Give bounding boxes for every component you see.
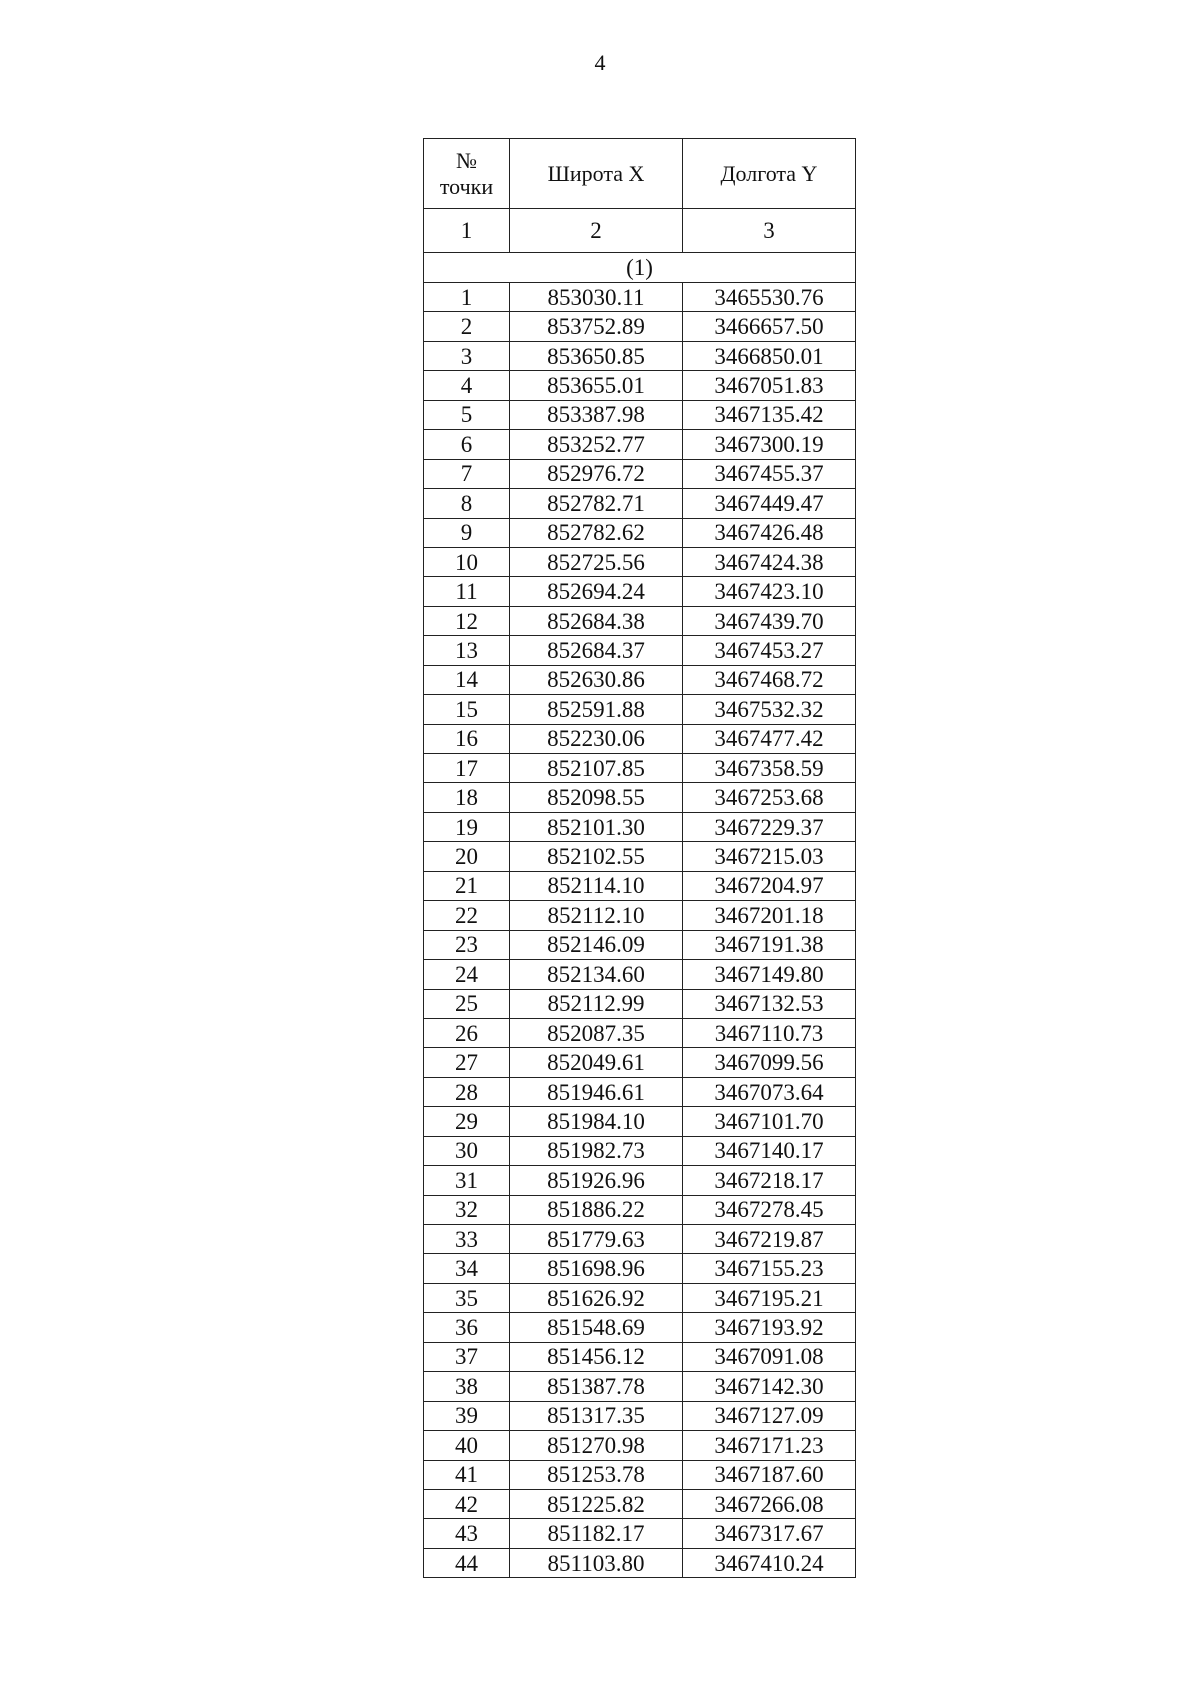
cell-longitude-y: 3467101.70 [683, 1107, 856, 1136]
cell-longitude-y: 3467423.10 [683, 577, 856, 606]
cell-latitude-x: 853387.98 [510, 400, 683, 429]
cell-longitude-y: 3467424.38 [683, 547, 856, 576]
cell-point-number: 28 [424, 1077, 510, 1106]
cell-latitude-x: 851548.69 [510, 1313, 683, 1342]
column-number-2: 2 [510, 209, 683, 253]
table-row [424, 724, 856, 753]
table-row [424, 1077, 856, 1106]
cell-latitude-x: 852107.85 [510, 754, 683, 783]
cell-point-number: 32 [424, 1195, 510, 1224]
column-number-1: 1 [424, 209, 510, 253]
cell-longitude-y: 3467099.56 [683, 1048, 856, 1077]
cell-latitude-x: 852782.62 [510, 518, 683, 547]
cell-longitude-y: 3467193.92 [683, 1313, 856, 1342]
table-row [424, 1431, 856, 1460]
cell-longitude-y: 3467171.23 [683, 1431, 856, 1460]
table-row [424, 547, 856, 576]
cell-longitude-y: 3467229.37 [683, 812, 856, 841]
table-row [424, 1254, 856, 1283]
table-row [424, 1489, 856, 1518]
cell-latitude-x: 852049.61 [510, 1048, 683, 1077]
cell-latitude-x: 851946.61 [510, 1077, 683, 1106]
cell-point-number: 39 [424, 1401, 510, 1430]
cell-longitude-y: 3467218.17 [683, 1166, 856, 1195]
cell-longitude-y: 3467317.67 [683, 1519, 856, 1548]
cell-longitude-y: 3465530.76 [683, 283, 856, 312]
cell-longitude-y: 3467410.24 [683, 1548, 856, 1577]
cell-point-number: 35 [424, 1283, 510, 1312]
cell-longitude-y: 3467266.08 [683, 1489, 856, 1518]
cell-latitude-x: 852684.37 [510, 636, 683, 665]
cell-point-number: 16 [424, 724, 510, 753]
cell-latitude-x: 851270.98 [510, 1431, 683, 1460]
cell-latitude-x: 852146.09 [510, 930, 683, 959]
cell-latitude-x: 853752.89 [510, 312, 683, 341]
cell-longitude-y: 3467051.83 [683, 371, 856, 400]
table-row [424, 371, 856, 400]
cell-point-number: 4 [424, 371, 510, 400]
cell-longitude-y: 3467532.32 [683, 695, 856, 724]
cell-latitude-x: 852112.10 [510, 901, 683, 930]
cell-latitude-x: 852134.60 [510, 960, 683, 989]
table-row [424, 1313, 856, 1342]
cell-longitude-y: 3467477.42 [683, 724, 856, 753]
cell-point-number: 11 [424, 577, 510, 606]
table-row [424, 812, 856, 841]
cell-longitude-y: 3467468.72 [683, 665, 856, 694]
table-row [424, 989, 856, 1018]
cell-point-number: 44 [424, 1548, 510, 1577]
cell-latitude-x: 851926.96 [510, 1166, 683, 1195]
coordinates-table [423, 138, 856, 1578]
cell-point-number: 30 [424, 1136, 510, 1165]
table-row [424, 518, 856, 547]
cell-latitude-x: 851103.80 [510, 1548, 683, 1577]
cell-point-number: 26 [424, 1018, 510, 1047]
table-row [424, 400, 856, 429]
table-row [424, 1048, 856, 1077]
cell-longitude-y: 3467253.68 [683, 783, 856, 812]
cell-point-number: 15 [424, 695, 510, 724]
cell-point-number: 5 [424, 400, 510, 429]
cell-latitude-x: 852114.10 [510, 871, 683, 900]
cell-latitude-x: 851456.12 [510, 1342, 683, 1371]
cell-latitude-x: 852112.99 [510, 989, 683, 1018]
cell-longitude-y: 3467132.53 [683, 989, 856, 1018]
cell-longitude-y: 3467135.42 [683, 400, 856, 429]
cell-latitude-x: 852230.06 [510, 724, 683, 753]
cell-point-number: 24 [424, 960, 510, 989]
cell-point-number: 9 [424, 518, 510, 547]
cell-point-number: 25 [424, 989, 510, 1018]
table-row [424, 1342, 856, 1371]
cell-latitude-x: 852102.55 [510, 842, 683, 871]
table-row [424, 754, 856, 783]
cell-latitude-x: 853650.85 [510, 341, 683, 370]
cell-longitude-y: 3466850.01 [683, 341, 856, 370]
cell-longitude-y: 3467215.03 [683, 842, 856, 871]
cell-longitude-y: 3467439.70 [683, 606, 856, 635]
cell-point-number: 8 [424, 489, 510, 518]
cell-longitude-y: 3467426.48 [683, 518, 856, 547]
cell-latitude-x: 853655.01 [510, 371, 683, 400]
cell-longitude-y: 3467449.47 [683, 489, 856, 518]
table-row [424, 577, 856, 606]
cell-latitude-x: 852591.88 [510, 695, 683, 724]
cell-point-number: 36 [424, 1313, 510, 1342]
header-latitude-x: Широта X [510, 139, 683, 209]
cell-point-number: 13 [424, 636, 510, 665]
cell-point-number: 34 [424, 1254, 510, 1283]
cell-latitude-x: 851387.78 [510, 1372, 683, 1401]
cell-latitude-x: 852725.56 [510, 547, 683, 576]
cell-latitude-x: 852976.72 [510, 459, 683, 488]
column-number-3: 3 [683, 209, 856, 253]
cell-longitude-y: 3467300.19 [683, 430, 856, 459]
cell-latitude-x: 851253.78 [510, 1460, 683, 1489]
cell-longitude-y: 3467110.73 [683, 1018, 856, 1047]
table-row [424, 695, 856, 724]
cell-longitude-y: 3467453.27 [683, 636, 856, 665]
table-row [424, 312, 856, 341]
section-label: (1) [424, 253, 856, 283]
cell-latitude-x: 852630.86 [510, 665, 683, 694]
cell-latitude-x: 853252.77 [510, 430, 683, 459]
table-row [424, 842, 856, 871]
cell-latitude-x: 852098.55 [510, 783, 683, 812]
cell-longitude-y: 3467155.23 [683, 1254, 856, 1283]
table-row [424, 1018, 856, 1047]
table-row [424, 960, 856, 989]
table-body [424, 283, 856, 1578]
cell-point-number: 23 [424, 930, 510, 959]
cell-longitude-y: 3467219.87 [683, 1225, 856, 1254]
cell-latitude-x: 851626.92 [510, 1283, 683, 1312]
page-number: 4 [594, 50, 606, 75]
cell-point-number: 37 [424, 1342, 510, 1371]
cell-longitude-y: 3467142.30 [683, 1372, 856, 1401]
table-row [424, 871, 856, 900]
cell-point-number: 19 [424, 812, 510, 841]
cell-point-number: 38 [424, 1372, 510, 1401]
cell-latitude-x: 851698.96 [510, 1254, 683, 1283]
cell-point-number: 1 [424, 283, 510, 312]
cell-point-number: 14 [424, 665, 510, 694]
cell-longitude-y: 3467127.09 [683, 1401, 856, 1430]
cell-longitude-y: 3467187.60 [683, 1460, 856, 1489]
cell-latitude-x: 852684.38 [510, 606, 683, 635]
table-row [424, 489, 856, 518]
cell-latitude-x: 851225.82 [510, 1489, 683, 1518]
table-row [424, 901, 856, 930]
cell-longitude-y: 3467091.08 [683, 1342, 856, 1371]
table-row [424, 665, 856, 694]
table-row [424, 1195, 856, 1224]
cell-point-number: 18 [424, 783, 510, 812]
cell-point-number: 3 [424, 341, 510, 370]
cell-longitude-y: 3467191.38 [683, 930, 856, 959]
cell-point-number: 21 [424, 871, 510, 900]
header-longitude-y: Долгота Y [683, 139, 856, 209]
header-point-number: № точки [424, 139, 510, 209]
table-row [424, 341, 856, 370]
table-row [424, 1166, 856, 1195]
cell-point-number: 33 [424, 1225, 510, 1254]
cell-longitude-y: 3467149.80 [683, 960, 856, 989]
table-row [424, 1548, 856, 1577]
table-row [424, 430, 856, 459]
cell-latitude-x: 851779.63 [510, 1225, 683, 1254]
table-row [424, 930, 856, 959]
table-row [424, 636, 856, 665]
cell-latitude-x: 851886.22 [510, 1195, 683, 1224]
cell-point-number: 22 [424, 901, 510, 930]
cell-point-number: 41 [424, 1460, 510, 1489]
table-row [424, 1107, 856, 1136]
section-row [424, 253, 856, 283]
table-row [424, 1136, 856, 1165]
cell-longitude-y: 3467140.17 [683, 1136, 856, 1165]
table-row [424, 1460, 856, 1489]
cell-point-number: 40 [424, 1431, 510, 1460]
table-row [424, 1372, 856, 1401]
table-row [424, 1401, 856, 1430]
table-row [424, 606, 856, 635]
cell-point-number: 17 [424, 754, 510, 783]
cell-longitude-y: 3467204.97 [683, 871, 856, 900]
cell-longitude-y: 3466657.50 [683, 312, 856, 341]
cell-longitude-y: 3467358.59 [683, 754, 856, 783]
cell-point-number: 31 [424, 1166, 510, 1195]
cell-longitude-y: 3467073.64 [683, 1077, 856, 1106]
table-row [424, 783, 856, 812]
table-row [424, 1225, 856, 1254]
table-header-row [424, 139, 856, 209]
cell-point-number: 6 [424, 430, 510, 459]
cell-latitude-x: 851317.35 [510, 1401, 683, 1430]
cell-longitude-y: 3467278.45 [683, 1195, 856, 1224]
cell-latitude-x: 853030.11 [510, 283, 683, 312]
cell-point-number: 42 [424, 1489, 510, 1518]
table-row [424, 459, 856, 488]
table-row [424, 1519, 856, 1548]
cell-latitude-x: 851984.10 [510, 1107, 683, 1136]
cell-longitude-y: 3467455.37 [683, 459, 856, 488]
cell-point-number: 43 [424, 1519, 510, 1548]
cell-latitude-x: 851982.73 [510, 1136, 683, 1165]
cell-latitude-x: 852782.71 [510, 489, 683, 518]
table-row [424, 1283, 856, 1312]
cell-latitude-x: 851182.17 [510, 1519, 683, 1548]
cell-point-number: 29 [424, 1107, 510, 1136]
cell-point-number: 20 [424, 842, 510, 871]
cell-point-number: 7 [424, 459, 510, 488]
table-row [424, 283, 856, 312]
cell-latitude-x: 852087.35 [510, 1018, 683, 1047]
cell-point-number: 12 [424, 606, 510, 635]
cell-longitude-y: 3467201.18 [683, 901, 856, 930]
cell-point-number: 2 [424, 312, 510, 341]
cell-longitude-y: 3467195.21 [683, 1283, 856, 1312]
cell-latitude-x: 852101.30 [510, 812, 683, 841]
cell-point-number: 27 [424, 1048, 510, 1077]
cell-point-number: 10 [424, 547, 510, 576]
cell-latitude-x: 852694.24 [510, 577, 683, 606]
column-number-row [424, 209, 856, 253]
